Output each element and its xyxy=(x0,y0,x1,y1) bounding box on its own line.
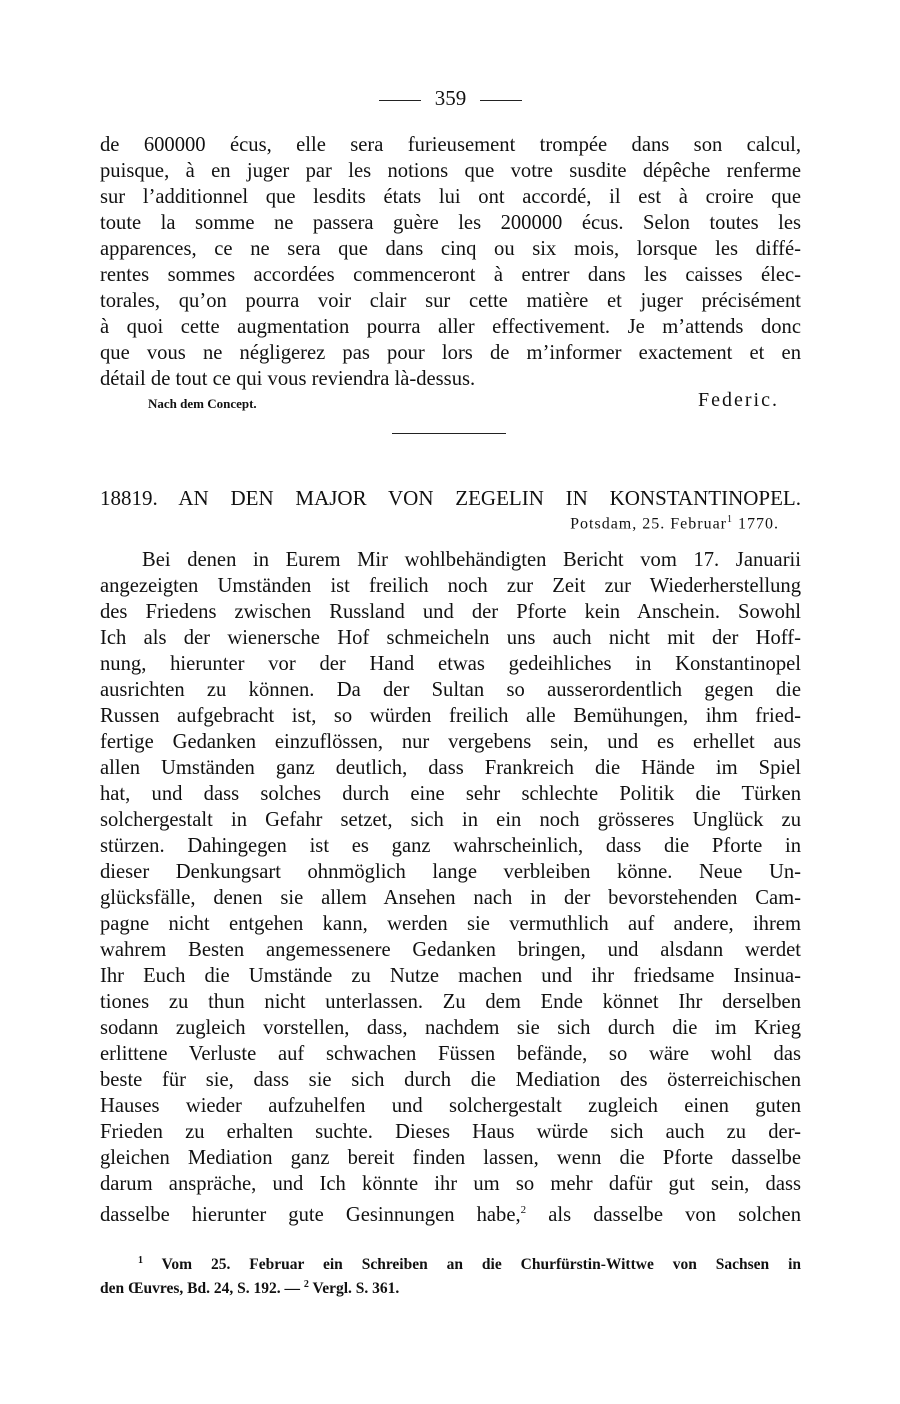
header-rule-left xyxy=(379,100,421,101)
dateline-place-date: Potsdam, 25. Februar xyxy=(570,515,727,533)
text-line xyxy=(100,1197,801,1228)
text-line: nung, hierunter vor der Hand etwas gedeihliches in Konstantinopel xyxy=(100,653,801,675)
source-note: Nach dem Concept. xyxy=(148,396,257,411)
text-line: rentes sommes accordées commenceront à entrer dans les caisses élec- xyxy=(100,264,801,286)
footnote-marker: 1 xyxy=(138,1255,143,1266)
text-line: Ich als der wienersche Hof schmeicheln uns auch nicht mit der Hoff- xyxy=(100,627,801,649)
text-line: détail de tout ce qui vous reviendra là-dessus. xyxy=(100,368,476,390)
text-line: pagne nicht entgehen kann, werden sie vermuthlich auf andere, ihrem xyxy=(100,913,801,935)
footnote-line xyxy=(100,1255,801,1274)
book-page xyxy=(100,0,801,1404)
text-line: hat, und dass solches durch eine sehr schlechte Politik die Türken xyxy=(100,783,801,805)
text-line: sur l’additionnel que lesdits états lui ont accordé, il est à croire que xyxy=(100,186,801,208)
text-line: Hauses wieder aufzuhelfen und solchergestalt zugleich einen guten xyxy=(100,1095,801,1117)
text-line: Ihr Euch die Umstände zu Nutze machen und ihr friedsame Insinua- xyxy=(100,965,801,987)
text-line: que vous ne négligerez pas pour lors de m’informer exactement et en xyxy=(100,342,801,364)
text-line: torales, qu’on pourra voir clair sur cette matière et juger précisément xyxy=(100,290,801,312)
text-line: stürzen. Dahingegen ist es ganz wahrscheinlich, dass die Pforte in xyxy=(100,835,801,857)
footnote-line xyxy=(100,1279,801,1298)
text-line: angezeigten Umständen ist freilich noch zur Zeit zur Wiederherstellung xyxy=(100,575,801,597)
footnote-text: Vergl. S. 361. xyxy=(308,1280,400,1298)
text-line: erlittene Verluste auf schwachen Füssen befände, so wäre wohl das xyxy=(100,1043,801,1065)
section-divider xyxy=(392,433,506,434)
text-line: wahrem Besten angemessenere Gedanken bringen, und alsdann werdet xyxy=(100,939,801,961)
header-rule-right xyxy=(480,100,522,101)
footnote-text: Vom 25. Februar ein Schreiben an die Churfürstin-Wittwe von Sachsen in xyxy=(143,1256,801,1274)
page-number: 359 xyxy=(434,86,467,110)
text-line: à quoi cette augmentation pourra aller effectivement. Je m’attends donc xyxy=(100,316,801,338)
text-segment: als dasselbe von solchen xyxy=(526,1203,801,1226)
text-line: darum anspräche, und Ich könnte ihr um so mehr dafür gut sein, dass xyxy=(100,1173,801,1195)
text-line: sodann zugleich vorstellen, dass, nachdem sie sich durch die im Krieg xyxy=(100,1017,801,1039)
footnote-text: den Œuvres, Bd. 24, S. 192. — xyxy=(100,1280,304,1298)
text-line: solchergestalt in Gefahr setzet, sich in ein noch grösseres Unglück zu xyxy=(100,809,801,831)
text-line: gleichen Mediation ganz bereit finden lassen, wenn die Pforte dasselbe xyxy=(100,1147,801,1169)
text-line: puisque, à en juger par les notions que votre susdite dépêche renferme xyxy=(100,160,801,182)
text-line: de 600000 écus, elle sera furieusement trompée dans son calcul, xyxy=(100,134,801,156)
text-line: Frieden zu erhalten suchte. Dieses Haus würde sich auch zu der- xyxy=(100,1121,801,1143)
text-line: toute la somme ne passera guère les 200000 écus. Selon toutes les xyxy=(100,212,801,234)
text-line: beste für sie, dass sie sich durch die Mediation des österreichischen xyxy=(100,1069,801,1091)
text-line: apparences, ce ne sera que dans cinq ou six mois, lorsque les diffé- xyxy=(100,238,801,260)
text-line: des Friedens zwischen Russland und der Pforte kein Anschein. Sowohl xyxy=(100,601,801,623)
text-line: tiones zu thun nicht unterlassen. Zu dem Ende könnet Ihr derselben xyxy=(100,991,801,1013)
text-line: allen Umständen ganz deutlich, dass Frankreich die Hände im Spiel xyxy=(100,757,801,779)
text-line: fertige Gedanken einzuflössen, nur vergebens sein, und es erhellet aus xyxy=(100,731,801,753)
page-header xyxy=(100,86,801,111)
text-line: dieser Denkungsart ohnmöglich lange verbleiben könne. Neue Un- xyxy=(100,861,801,883)
document-title: 18819. AN DEN MAJOR VON ZEGELIN IN KONSTANTINOPEL. xyxy=(100,486,801,510)
text-segment: dasselbe hierunter gute Gesinnungen habe, xyxy=(100,1203,521,1226)
dateline-year: 1770. xyxy=(733,515,779,533)
text-line: Russen aufgebracht ist, so würden freilich alle Bemühungen, ihm fried- xyxy=(100,705,801,727)
text-line: Bei denen in Eurem Mir wohlbehändigten Bericht vom 17. Januarii xyxy=(142,549,801,571)
text-line: ausrichten zu können. Da der Sultan so ausserordentlich gegen die xyxy=(100,679,801,701)
dateline xyxy=(570,514,779,533)
signature: Federic. xyxy=(698,389,779,411)
footnote-marker: 2 xyxy=(520,1204,527,1216)
footnote-marker: 1 xyxy=(727,514,733,525)
text-line: glücksfälle, denen sie allem Ansehen nach in der bevorstehenden Cam- xyxy=(100,887,801,909)
footnote-marker: 2 xyxy=(303,1279,309,1290)
